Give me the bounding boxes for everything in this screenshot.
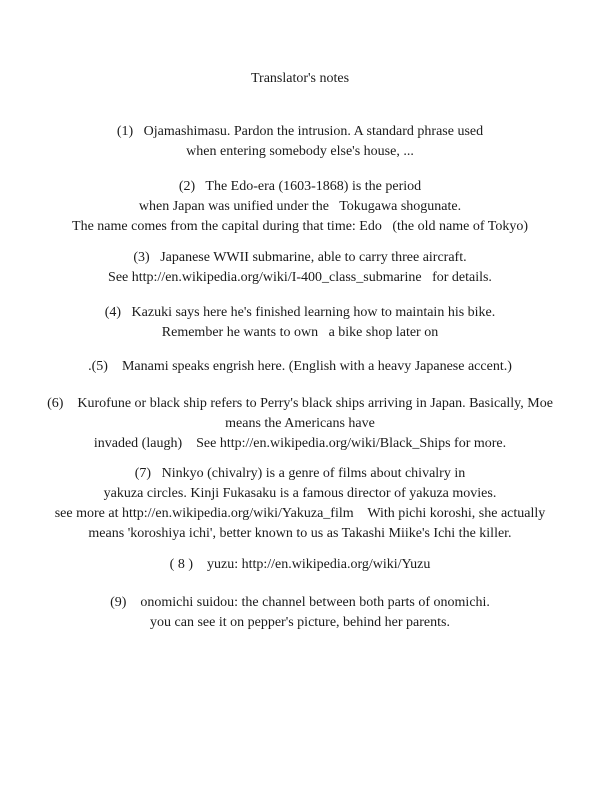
note-4 (0, 303, 600, 343)
note-2 (0, 177, 600, 237)
note-line: (2) The Edo-era (1603-1868) is the period (178, 179, 422, 194)
note-8 (0, 555, 600, 575)
note-line: ( 8 ) yuzu: http://en.wikipedia.org/wiki/Yuzu (169, 557, 431, 572)
note-line: when Japan was unified under the Tokugawa shogunate. (138, 199, 462, 214)
note-line: The name comes from the capital during that time: Edo (the old name of Tokyo) (72, 219, 528, 234)
note-6 (0, 394, 600, 454)
note-3 (0, 248, 600, 288)
note-9 (0, 593, 600, 633)
note-line: when entering somebody else's house, ... (186, 144, 414, 159)
note-line: (4) Kazuki says here he's finished learning how to maintain his bike. (104, 305, 496, 320)
note-line: (9) onomichi suidou: the channel between both parts of onomichi. (110, 595, 490, 610)
note-5 (0, 357, 600, 377)
note-1 (0, 122, 600, 162)
note-line: yakuza circles. Kinji Fukasaku is a famous director of yakuza movies. (103, 486, 497, 501)
note-line: .(5) Manami speaks engrish here. (English with a heavy Japanese accent.) (88, 359, 512, 374)
note-line: you can see it on pepper's picture, behind her parents. (150, 615, 450, 630)
note-7 (0, 464, 600, 544)
note-line: See http://en.wikipedia.org/wiki/I-400_class_submarine for details. (108, 270, 492, 285)
note-line: invaded (laugh) See http://en.wikipedia.org/wiki/Black_Ships for more. (93, 436, 507, 451)
note-line: see more at http://en.wikipedia.org/wiki/Yakuza_film With pichi koroshi, she actually (54, 506, 546, 521)
note-line: Remember he wants to own a bike shop later on (161, 325, 439, 340)
page-title: Translator's notes (250, 71, 350, 86)
note-line: means the Americans have (225, 416, 375, 431)
note-line: (3) Japanese WWII submarine, able to carry three aircraft. (133, 250, 467, 265)
note-line: (7) Ninkyo (chivalry) is a genre of films about chivalry in (134, 466, 466, 481)
note-line: (6) Kurofune or black ship refers to Perry's black ships arriving in Japan. Basically, Moe (47, 396, 553, 411)
note-line: (1) Ojamashimasu. Pardon the intrusion. A standard phrase used (116, 124, 484, 139)
note-line: means 'koroshiya ichi', better known to us as Takashi Miike's Ichi the killer. (88, 526, 512, 541)
